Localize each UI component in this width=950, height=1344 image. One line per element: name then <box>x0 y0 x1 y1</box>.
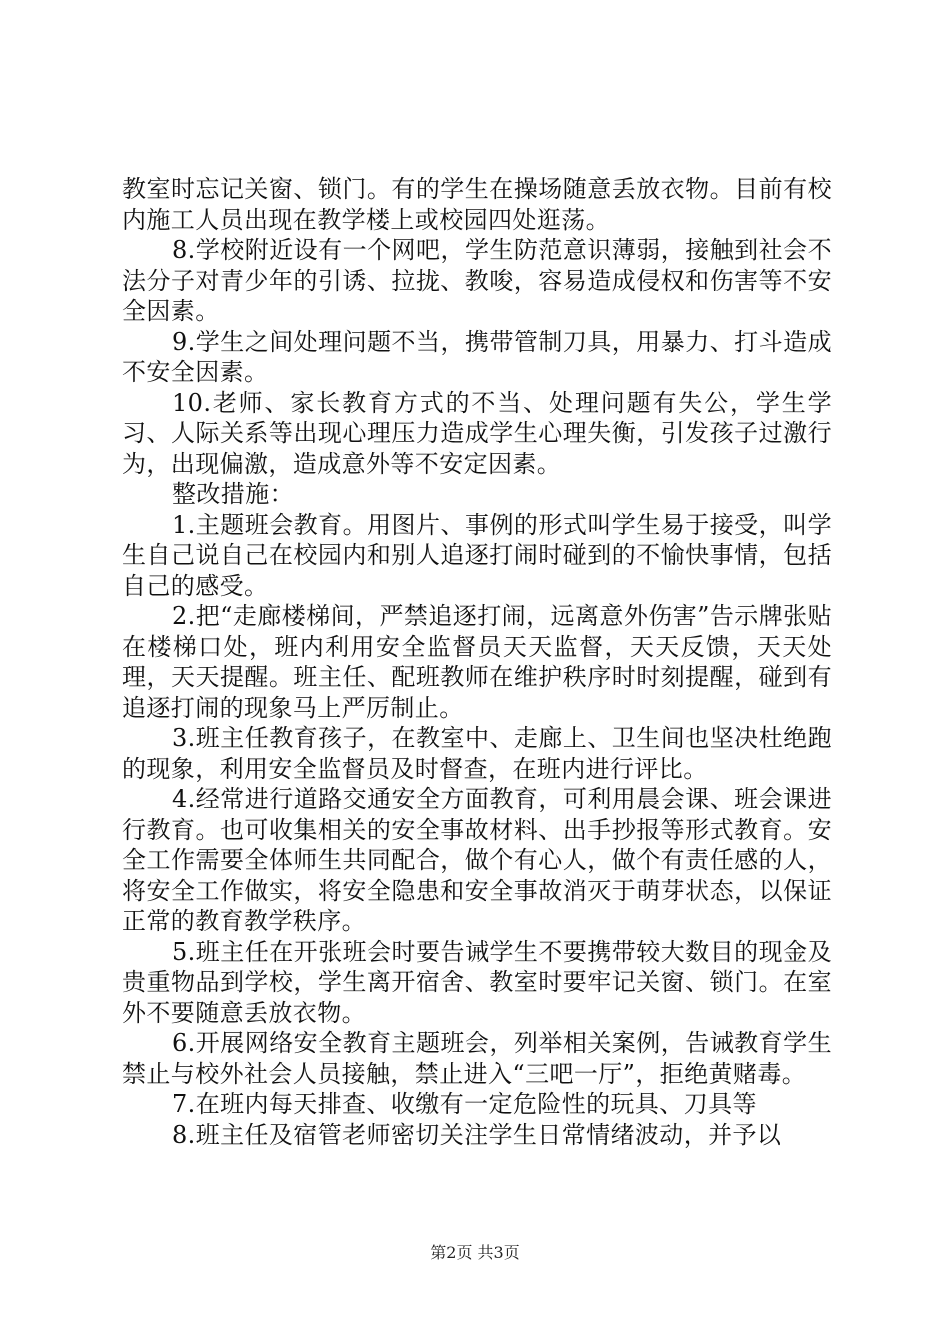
measure-6: 6.开展网络安全教育主题班会，列举相关案例，告诫教育学生禁止与校外社会人员接触，禁止进入“三吧一厅”，拒绝黄赌毒。 <box>122 1029 832 1088</box>
paragraph-item-9-weapons: 9.学生之间处理问题不当，携带管制刀具，用暴力、打斗造成不安全因素。 <box>122 327 832 386</box>
measure-1: 1.主题班会教育。用图片、事例的形式叫学生易于接受，叫学生自己说自己在校园内和别人追逐打闹时碰到的不愉快事情，包括自己的感受。 <box>122 510 832 600</box>
paragraph-item-8-internet-cafe: 8.学校附近设有一个网吧，学生防范意识薄弱，接触到社会不法分子对青少年的引诱、拉拢、教唆，容易造成侵权和伤害等不安全因素。 <box>122 236 832 325</box>
measure-5: 5.班主任在开张班会时要告诫学生不要携带较大数目的现金及贵重物品到学校，学生离开宿舍、教室时要牢记关窗、锁门。在室外不要随意丢放衣物。 <box>122 937 832 1027</box>
measure-3: 3.班主任教育孩子，在教室中、走廊上、卫生间也坚决杜绝跑的现象，利用安全监督员及时督查，在班内进行评比。 <box>122 724 832 783</box>
paragraph-item-10-education: 10.老师、家长教育方式的不当、处理问题有失公，学生学习、人际关系等出现心理压力造成学生心理失衡，引发孩子过激行为，出现偏激，造成意外等不安定因素。 <box>122 388 832 478</box>
measure-4: 4.经常进行道路交通安全方面教育，可利用晨会课、班会课进行教育。也可收集相关的安全事故材料、出手抄报等形式教育。安全工作需要全体师生共同配合，做个有心人，做个有责任感的人，将安全工作做实，将安全隐患和安全事故消灭于萌芽状态，以保证正常的教育教学秩序。 <box>122 785 832 935</box>
paragraph-continuation: 教室时忘记关窗、锁门。有的学生在操场随意丢放衣物。目前有校内施工人员出现在教学楼上或校园四处逛荡。 <box>122 175 832 234</box>
section-heading-rectification: 整改措施： <box>172 480 294 508</box>
measure-8: 8.班主任及宿管老师密切关注学生日常情绪波动，并予以 <box>172 1120 782 1149</box>
document-body <box>122 174 832 1150</box>
measure-7: 7.在班内每天排查、收缴有一定危险性的玩具、刀具等 <box>172 1090 757 1118</box>
measure-2: 2.把“走廊楼梯间，严禁追逐打闹，远离意外伤害”告示牌张贴在楼梯口处，班内利用安全监督员天天监督，天天反馈，天天处理，天天提醒。班主任、配班教师在维护秩序时时刻提醒，碰到有追逐打闹的现象马上严厉制止。 <box>122 602 832 722</box>
page-number-footer: 第2页 共3页 <box>430 1243 520 1262</box>
